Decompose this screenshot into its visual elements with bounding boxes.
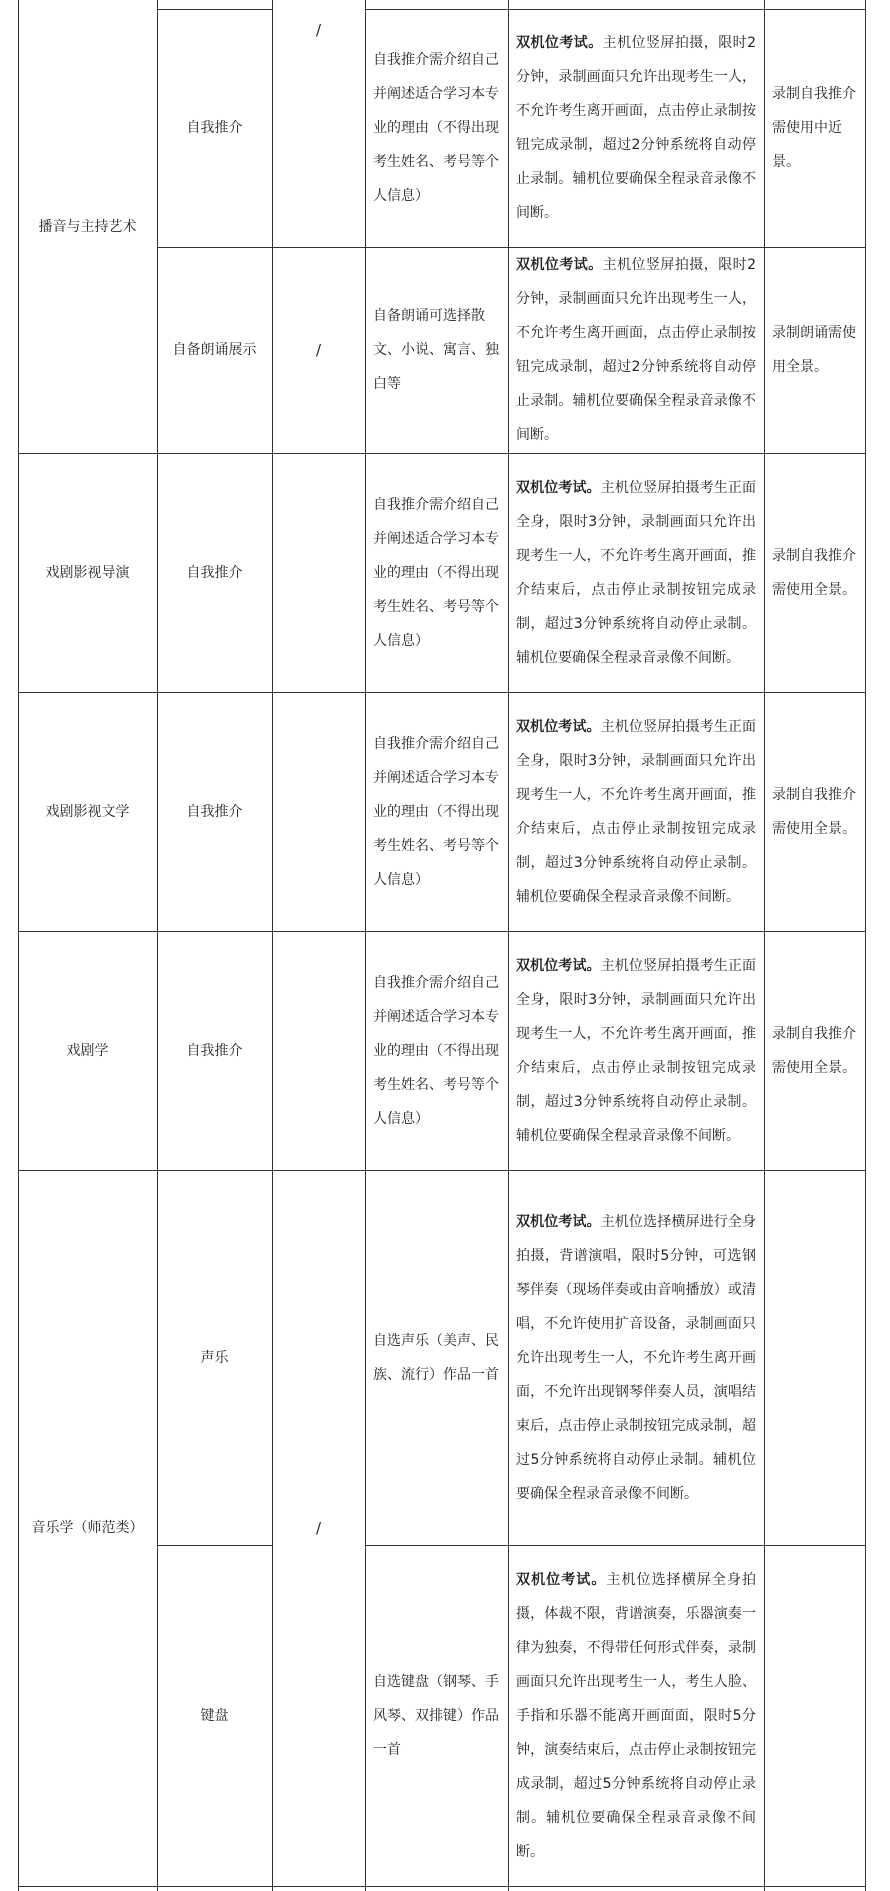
- content-text: 自我推介需介绍自己并阐述适合学习本专业的理由（不得出现考生姓名、考号等个人信息）: [373, 974, 499, 1127]
- note-cell: [764, 1170, 865, 1545]
- requirement-cell: [508, 692, 764, 931]
- note-cell: [764, 692, 865, 931]
- table-border-right: [865, 0, 866, 1891]
- major-cell: [18, 931, 157, 1170]
- major-cell: [18, 453, 157, 692]
- content-cell: [365, 1170, 508, 1545]
- major-label: 音乐学（师范类）: [31, 1520, 144, 1536]
- requirement-bold: 双机位考试。: [516, 1213, 601, 1230]
- requirement-cell: [508, 931, 764, 1170]
- item-label: 键盘: [200, 1707, 229, 1724]
- requirement-cell: [508, 247, 764, 453]
- slash-cell: [272, 10, 365, 50]
- item-cell: [157, 453, 272, 692]
- slash-cell: [272, 247, 365, 453]
- slash-mark: /: [315, 1519, 322, 1537]
- requirement-text: 主机位竖屏拍摄，限时2分钟，录制画面只允许出现考生一人，不允许考生离开画面，点击停止录制按钮完成录制，超过2分钟系统将自动停止录制。辅机位要确保全程录音录像不间断。: [516, 257, 756, 443]
- item-cell: [157, 1545, 272, 1886]
- requirement-bold: 双机位考试。: [516, 257, 603, 273]
- slash-cell: [272, 1170, 365, 1886]
- requirement-text: 主机位竖屏拍摄考生正面全身，限时3分钟，录制画面只允许出现考生一人，不允许考生离开画面，推介结束后，点击停止录制按钮完成录制，超过3分钟系统将自动停止录制。辅机位要确保全程录音录像不间断。: [516, 957, 756, 1144]
- content-text: 自备朗诵可选择散文、小说、寓言、独白等: [373, 308, 499, 392]
- major-cell: [18, 692, 157, 931]
- requirement-cell: [508, 1170, 764, 1545]
- requirement-cell: [508, 453, 764, 692]
- item-label: 自备朗诵展示: [172, 342, 257, 358]
- major-label: 戏剧影视导演: [45, 564, 130, 581]
- content-text: 自选声乐（美声、民族、流行）作品一首: [373, 1332, 499, 1383]
- content-cell: [365, 1545, 508, 1886]
- item-label: 自我推介: [186, 1042, 243, 1059]
- requirement-text: 主机位竖屏拍摄考生正面全身，限时3分钟，录制画面只允许出现考生一人，不允许考生离开画面，推介结束后，点击停止录制按钮完成录制，超过3分钟系统将自动停止录制。辅机位要确保全程录音录像不间断。: [516, 718, 756, 905]
- requirement-text: 主机位竖屏拍摄考生正面全身，限时3分钟，录制画面只允许出现考生一人，不允许考生离开画面，推介结束后，点击停止录制按钮完成录制，超过3分钟系统将自动停止录制。辅机位要确保全程录音录像不间断。: [516, 479, 756, 666]
- content-cell: [365, 453, 508, 692]
- note-cell: [764, 1545, 865, 1886]
- slash-mark: /: [315, 21, 322, 39]
- item-cell: [157, 9, 272, 247]
- requirement-text: 主机位竖屏拍摄，限时2分钟，录制画面只允许出现考生一人，不允许考生离开画面，点击停止录制按钮完成录制，超过2分钟系统将自动停止录制。辅机位要确保全程录音录像不间断。: [516, 35, 756, 221]
- content-cell: [365, 247, 508, 453]
- requirement-bold: 双机位考试。: [516, 35, 603, 51]
- item-cell: [157, 931, 272, 1170]
- note-cell: [764, 931, 865, 1170]
- requirement-text: 主机位选择横屏进行全身拍摄，背谱演唱，限时5分钟，可选钢琴伴奏（现场伴奏或由音响播放）或清唱，不允许使用扩音设备，录制画面只允许出现考生一人，不允许考生离开画面，不允许出现钢琴伴奏人员，演唱结束后，点击停止录制按钮完成录制，超过5分钟系统将自动停止录制。辅机位要确保全程录音录像不间断。: [516, 1213, 756, 1502]
- major-label: 戏剧学: [66, 1042, 109, 1059]
- content-text: 自我推介需介绍自己并阐述适合学习本专业的理由（不得出现考生姓名、考号等个人信息）: [373, 496, 499, 649]
- content-cell: [365, 9, 508, 247]
- note-cell: [764, 453, 865, 692]
- item-cell: [157, 247, 272, 453]
- major-cell: [18, 1170, 157, 1886]
- requirement-cell: [508, 1545, 764, 1886]
- major-label: 戏剧影视文学: [45, 803, 130, 820]
- note-cell: [764, 9, 865, 247]
- requirement-text: 主机位选择横屏全身拍摄，体裁不限，背谱演奏，乐器演奏一律为独奏，不得带任何形式伴奏，录制画面只允许出现考生一人，考生人脸、手指和乐器不能离开画面面，限时5分钟，演奏结束后，点击停止录制按钮完成录制，超过5分钟系统将自动停止录制。辅机位要确保全程录音录像不间断。: [516, 1571, 757, 1860]
- requirement-bold: 双机位考试。: [516, 957, 601, 974]
- requirement-cell: [508, 9, 764, 247]
- note-text: 录制自我推介需使用全景。: [772, 786, 856, 837]
- note-text: 录制朗诵需使用全景。: [772, 325, 856, 375]
- note-cell: [764, 247, 865, 453]
- item-cell: [157, 692, 272, 931]
- major-cell: [18, 0, 157, 453]
- note-text: 录制自我推介需使用全景。: [772, 547, 856, 598]
- slash-mark: /: [315, 341, 322, 359]
- note-text: 录制自我推介需使用全景。: [772, 1025, 856, 1076]
- note-text: 录制自我推介需使用中近景。: [772, 86, 856, 170]
- item-label: 自我推介: [186, 564, 243, 581]
- content-cell: [365, 692, 508, 931]
- major-label: 播音与主持艺术: [38, 218, 137, 235]
- content-cell: [365, 931, 508, 1170]
- item-label: 自我推介: [186, 803, 243, 820]
- requirement-bold: 双机位考试。: [516, 479, 601, 496]
- requirement-bold: 双机位考试。: [516, 1571, 607, 1588]
- item-label: 声乐: [200, 1349, 229, 1366]
- content-text: 自选键盘（钢琴、手风琴、双排键）作品一首: [373, 1673, 499, 1758]
- table-bottom-line: [18, 1886, 865, 1887]
- content-text: 自我推介需介绍自己并阐述适合学习本专业的理由（不得出现考生姓名、考号等个人信息）: [373, 735, 499, 888]
- item-label: 自我推介: [186, 120, 243, 136]
- item-cell: [157, 1170, 272, 1545]
- content-text: 自我推介需介绍自己并阐述适合学习本专业的理由（不得出现考生姓名、考号等个人信息）: [373, 52, 499, 204]
- requirement-bold: 双机位考试。: [516, 718, 601, 735]
